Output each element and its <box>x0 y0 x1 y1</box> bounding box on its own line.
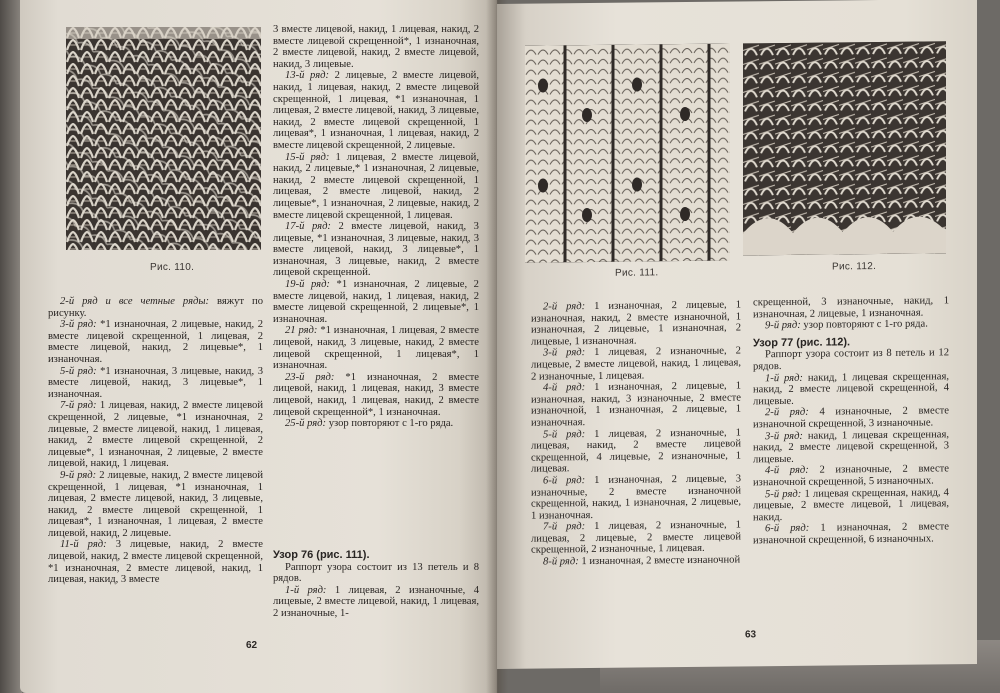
row-text: 1 лицевая, 2 вместе лицевой, накид, 2 лицевые,* 1 изнаночная, 2 лицевые, накид, 2 вместе лицевой скрещенной, 1 лицевая, 2 вместе лицевой, накид, 2 лицевые*, 1 изнаночная, 2 лицевые, накид, 2 вместе лицевой скрещенной, 1 лицевая. <box>273 151 479 221</box>
knit-texture-image <box>66 27 261 250</box>
instruction-row-3 <box>753 464 949 489</box>
instruction-row-0 <box>753 295 949 320</box>
instruction-row-6 <box>531 555 741 569</box>
knit-texture-image <box>743 41 946 255</box>
row-text: 1 лицевая, накид, 2 вместе лицевой скрещенной, 2 лицевые, *1 изнаночная, 2 лицевые, 2 вместе лицевой, накид, 1 лицевая, накид, 2 вместе лицевой скрещенной, 2 лицевые*, 1 изнаночная, 2 лицевые, 2 вместе лицевой, накид, 1 лицевая. <box>48 400 263 470</box>
row-label: 3-й ряд: <box>765 430 803 442</box>
row-text: 1 изнаночная, 2 лицевые, 1 изнаночная, накид, 3 изнаночные, 2 вместе изнаночной, 1 изнаночная, 2 лицевые, 1 изнаночная. <box>531 380 741 429</box>
figure-111-photo <box>525 44 730 263</box>
row-label: 1-й ряд: <box>765 372 803 384</box>
instruction-row-4 <box>273 279 479 325</box>
row-label: 9-й ряд: <box>765 320 801 332</box>
row-text: скрещенной, 3 изнаночные, накид, 1 изнаночная, 2 лицевые, 1 изнаночная. <box>753 295 949 320</box>
row-label: 5-й ряд: <box>543 428 586 441</box>
instruction-row-1 <box>48 319 263 365</box>
right-page-column-2 <box>753 295 949 547</box>
right-col-2-rows <box>753 371 949 547</box>
row-label: 1-й ряд: <box>285 584 327 596</box>
row-text: 2 изнаночные, 2 вместе изнаночной скрещенной, 5 изнаночных. <box>753 463 949 489</box>
row-label: 17-й ряд: <box>285 221 331 233</box>
row-text: *1 изнаночная, 1 лицевая, 2 вместе лицевой, накид, 3 лицевые, накид, 2 вместе лицевой скрещенной, 1 лицевая*, 1 изнаночная. <box>273 325 479 372</box>
row-text: 2 лицевые, 2 вместе лицевой, накид, 1 лицевая, накид, 2 вместе лицевой скрещенной, 1 лицевая, *1 изнаночная, 1 лицевая, 2 вместе лицевой, накид, 3 лицевые, накид, 2 вместе лицевой скрещенной, 1 лицевая*, 1 изнаночная, 1 лицевая, накид, 2 вместе лицевой скрещенной, 2 лицевые. <box>273 70 479 151</box>
row-text: 3 вместе лицевой, накид, 1 лицевая, накид, 2 вместе лицевой скрещенной*, 1 изнаночная, 2 вместе лицевой, накид, 2 вместе лицевой, накид, 3 лицевые. <box>273 24 479 70</box>
row-label: 19-й ряд: <box>285 279 330 291</box>
knit-texture-image <box>525 44 730 263</box>
row-text: 2 лицевые, накид, 2 вместе лицевой скрещенной, 1 лицевая, *1 изнаночная, 1 лицевая, 2 вместе лицевой, накид, 3 лицевые, накид, 2 вместе лицевой скрещенной, 1 лицевая*, 1 изнаночная, 1 лицевая, 2 вместе лицевой, накид, 2 лицевые. <box>48 469 263 539</box>
instruction-row-5 <box>531 520 741 557</box>
figure-112-photo <box>743 41 946 255</box>
row-text: 4 изнаночные, 2 вместе изнаночной скрещенной, 3 изнаночные. <box>753 405 949 431</box>
instruction-row-5 <box>753 522 949 547</box>
row-label: 6-й ряд: <box>543 474 586 487</box>
instruction-row-7 <box>273 418 479 430</box>
row-label: 25-й ряд: <box>285 418 327 430</box>
pattern-76-intro: Раппорт узора состоит из 13 петель и 8 рядов. <box>273 561 479 585</box>
row-label: 11-й ряд: <box>60 539 107 551</box>
row-label: 4-й ряд: <box>543 382 586 394</box>
instruction-row-2 <box>273 152 479 222</box>
figure-112-caption: Рис. 112. <box>832 261 877 273</box>
row-label: 3-й ряд: <box>543 347 586 359</box>
instruction-row-2 <box>753 429 949 466</box>
instruction-row-4 <box>531 473 741 522</box>
row-text: узор повторяют с 1-го ряда. <box>800 318 928 332</box>
instruction-row-4 <box>753 487 949 524</box>
row-text: 2 вместе лицевой, накид, 3 лицевые, *1 изнаночная, 3 лицевые, накид, 3 вместе лицевой, накид, 3 лицевые*, 1 изнаночная, 3 лицевые, накид, 2 вместе лицевой скрещенной. <box>273 221 479 279</box>
row-label: 2-й ряд: <box>543 301 586 313</box>
row-text: 1 лицевая, 2 изнаночные, 1 лицевая, накид, 2 вместе лицевой скрещенной, 4 лицевые, 2 изнаночные, 1 лицевая. <box>531 426 741 475</box>
row-label: 7-й ряд: <box>543 521 586 533</box>
instruction-row-5 <box>48 539 263 585</box>
row-label: 5-й ряд: <box>765 488 802 500</box>
instruction-row-5 <box>273 325 479 371</box>
instruction-row-2 <box>531 381 741 430</box>
row-text: накид, 1 лицевая скрещенная, накид, 2 вместе лицевой скрещенной, 3 лицевые. <box>753 428 949 466</box>
instruction-row-3 <box>273 221 479 279</box>
pattern-77-intro: Раппорт узора состоит из 8 петель и 12 рядов. <box>753 347 949 373</box>
row-label: 15-й ряд: <box>285 151 330 163</box>
instruction-row-3 <box>48 400 263 470</box>
figure-110-photo <box>66 27 261 250</box>
right-page-column-1 <box>531 299 741 568</box>
row-label: 2-й ряд: <box>765 407 809 419</box>
instruction-row-0 <box>753 371 949 408</box>
row-label: 4-й ряд: <box>765 465 809 477</box>
row-text: *1 изнаночная, 2 лицевые, накид, 2 вместе лицевой скрещенной, 1 лицевая, 2 вместе лицевой, накид, 2 лицевые*, 1 изнаночная. <box>48 319 263 365</box>
row-text: накид, 1 лицевая скрещенная, накид, 2 вместе лицевой скрещенной, 4 лицевые. <box>753 370 949 408</box>
row-label: 6-й ряд: <box>765 523 810 535</box>
table-surface-left <box>0 0 22 693</box>
instruction-row-2 <box>48 366 263 401</box>
left-page-column-2 <box>273 24 479 430</box>
instruction-row-0 <box>531 299 741 348</box>
row-label: 23-й ряд: <box>285 371 335 383</box>
instruction-row-0 <box>273 24 479 70</box>
row-text: 3 лицевые, накид, 2 вместе лицевой, накид, 2 вместе лицевой скрещенной, *1 изнаночная, 2 вместе лицевой, накид, 1 лицевая, накид, 3 вместе <box>48 539 264 586</box>
row-text: 1 изнаночная, 2 вместе изнаночной <box>578 554 741 568</box>
row-text: 1 изнаночная, 2 вместе изнаночной скрещенной, 6 изнаночных. <box>753 521 949 547</box>
pattern-76-row-1 <box>273 585 479 620</box>
row-label: 8-й ряд: <box>543 556 579 568</box>
row-label: 5-й ряд: <box>60 365 97 377</box>
figure-110-caption: Рис. 110. <box>150 262 195 273</box>
pattern-77-heading: Узор 77 (рис. 112). <box>753 336 851 350</box>
row-label: 7-й ряд: <box>60 400 97 412</box>
figure-111-caption: Рис. 111. <box>615 267 659 279</box>
left-page-column-1 <box>48 296 263 586</box>
row-label: 2-й ряд и все четные ряды: <box>60 296 210 307</box>
instruction-row-4 <box>48 470 263 540</box>
page-number-right: 63 <box>745 629 757 641</box>
row-text: 1 изнаночная, 2 лицевые, 3 изнаночные, 2 вместе изнаночной скрещенной, накид, 1 изнаночная, 2 лицевые, 1 изнаночная. <box>531 473 741 522</box>
page-number-left: 62 <box>246 640 258 651</box>
instruction-row-1 <box>753 406 949 431</box>
row-text: 1 лицевая, 2 изнаночные, 4 лицевые, 2 вместе лицевой, накид, 1 лицевая, 2 изнаночные, 1- <box>273 584 479 619</box>
row-text: вяжут по рисунку. <box>48 296 263 319</box>
instruction-row-1 <box>753 318 949 332</box>
instruction-row-0 <box>48 296 263 319</box>
instruction-row-1 <box>273 70 479 151</box>
row-text: узор повторяют с 1-го ряда. <box>326 418 454 430</box>
instruction-row-3 <box>531 427 741 476</box>
row-text: 1 лицевая, 2 изнаночные, 2 лицевые, 2 вместе лицевой, накид, 1 лицевая, 2 изнаночные, 1 лицевая. <box>531 345 741 383</box>
right-page <box>497 0 977 669</box>
pattern-76-block <box>273 546 479 620</box>
left-page <box>20 0 497 693</box>
row-label: 9-й ряд: <box>60 469 97 481</box>
row-text: 1 лицевая скрещенная, накид, 4 лицевые, 2 вместе лицевой, 1 лицевая, накид. <box>753 486 949 524</box>
right-col-2-top <box>753 295 949 332</box>
row-text: 1 лицевая, 2 изнаночные, 1 лицевая, 2 лицевые, 2 вместе лицевой скрещенной, 2 изнаночные, 1 лицевая. <box>531 519 741 557</box>
row-label: 13-й ряд: <box>285 70 330 82</box>
instruction-row-6 <box>273 372 479 418</box>
row-label: 3-й ряд: <box>60 319 97 331</box>
row-label: 21 ряд: <box>285 325 318 337</box>
row-text: 1 изнаночная, 2 лицевые, 1 изнаночная, накид, 2 вместе изнаночной, 1 изнаночная, 2 лицевые, 1 изнаночная, 2 лицевые, 1 изнаночная. <box>531 299 741 348</box>
instruction-row-1 <box>531 346 741 383</box>
row-text: *1 изнаночная, 3 лицевые, накид, 3 вместе лицевой, накид, 3 лицевые*, 1 изнаночная. <box>48 365 263 400</box>
row-text: *1 изнаночная, 2 вместе лицевой, накид, 1 лицевая, накид, 3 вместе лицевой, накид, 1 лицевая, накид, 2 вместе лицевой скрещенной*, 1 изнаночная. <box>273 371 479 418</box>
row-text: *1 изнаночная, 2 лицевые, 2 вместе лицевой, накид, 1 лицевая, накид, 2 вместе лицевой скрещенной, 2 лицевые*, 1 изнаночная. <box>273 279 479 325</box>
pattern-76-heading: Узор 76 (рис. 111). <box>273 549 370 561</box>
